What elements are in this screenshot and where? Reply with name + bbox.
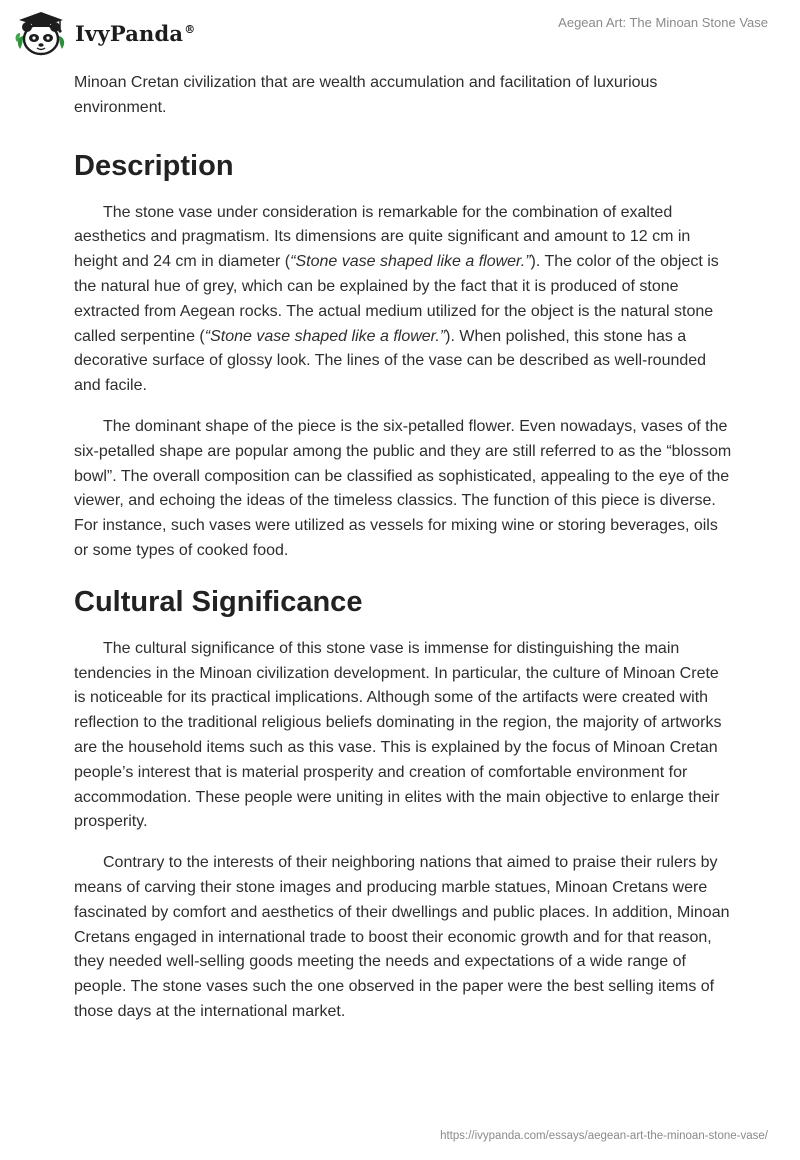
heading-description: Description: [74, 149, 234, 182]
text-run: ). The color of the object is the natural hue of grey, which can be explained by the fact that it is produced of stone extracted from Aegean rocks. The actual medium utilized for the object is the natural stone called serpentine (: [74, 253, 719, 345]
panda-graduate-icon: [14, 9, 68, 57]
description-paragraph-2: The dominant shape of the piece is the six-petalled flower. Even nowadays, vases of the six-petalled shape are popular among the public and they are still referred to as the “blossom bowl”. The overall composition can be classified as sophisticated, appealing to the eye of the viewer, and echoing the ideas of the timeless classics. The function of this piece is diverse. For instance, such vases were utilized as vessels for mixing wine or storing beverages, oils or some types of cooked food.: [74, 417, 732, 559]
description-paragraph-1: [74, 201, 734, 399]
heading-cultural-significance: Cultural Significance: [74, 585, 363, 618]
ivypanda-logo[interactable]: [14, 9, 195, 57]
source-url[interactable]: https://ivypanda.com/essays/aegean-art-the-minoan-stone-vase/: [440, 1130, 768, 1142]
cultural-paragraph-1: The cultural significance of this stone vase is immense for distinguishing the main tendencies in the Minoan civilization development. In particular, the culture of Minoan Crete is noticeable for its practical implications. Although some of the artifacts were created with reflection to the traditional religious beliefs dominating in the region, the majority of artworks are the household items such as this vase. This is explained by the focus of Minoan Cretan people’s interest that is material prosperity and creation of comfortable environment for accommodation. These people were uniting in elites with the main objective to enlarge their prosperity.: [74, 639, 722, 831]
text-run: ). When polished, this stone has a decorative surface of glossy look. The lines of the vase can be described as well-rounded and facile.: [74, 327, 707, 395]
text-run: The stone vase under consideration is remarkable for the combination of exalted aesthetics and pragmatism. Its dimensions are quite significant and amount to 12 cm in height and 24 cm in diameter (: [74, 203, 691, 271]
registered-mark: ®: [184, 22, 196, 36]
essay-body: [74, 71, 734, 1025]
citation: “Stone vase shaped like a flower.”: [204, 327, 446, 345]
intro-paragraph: Minoan Cretan civilization that are wealth accumulation and facilitation of luxurious environment.: [74, 74, 658, 116]
citation: “Stone vase shaped like a flower.”: [290, 253, 531, 271]
page-header: [0, 0, 800, 62]
brand-name: IvyPanda®: [75, 20, 196, 46]
document-title: Aegean Art: The Minoan Stone Vase: [558, 15, 768, 30]
cultural-paragraph-2: Contrary to the interests of their neighboring nations that aimed to praise their rulers by means of carving their stone images and producing marble statues, Minoan Cretans were fascinated by comfort and aesthetics of their dwellings and public places. In addition, Minoan Cretans engaged in international trade to boost their economic growth and for that reason, they needed well-selling goods meeting the needs and expectations of a wide range of people. The stone vases such the one observed in the paper were the best selling items of those days at the international market.: [74, 854, 730, 1020]
